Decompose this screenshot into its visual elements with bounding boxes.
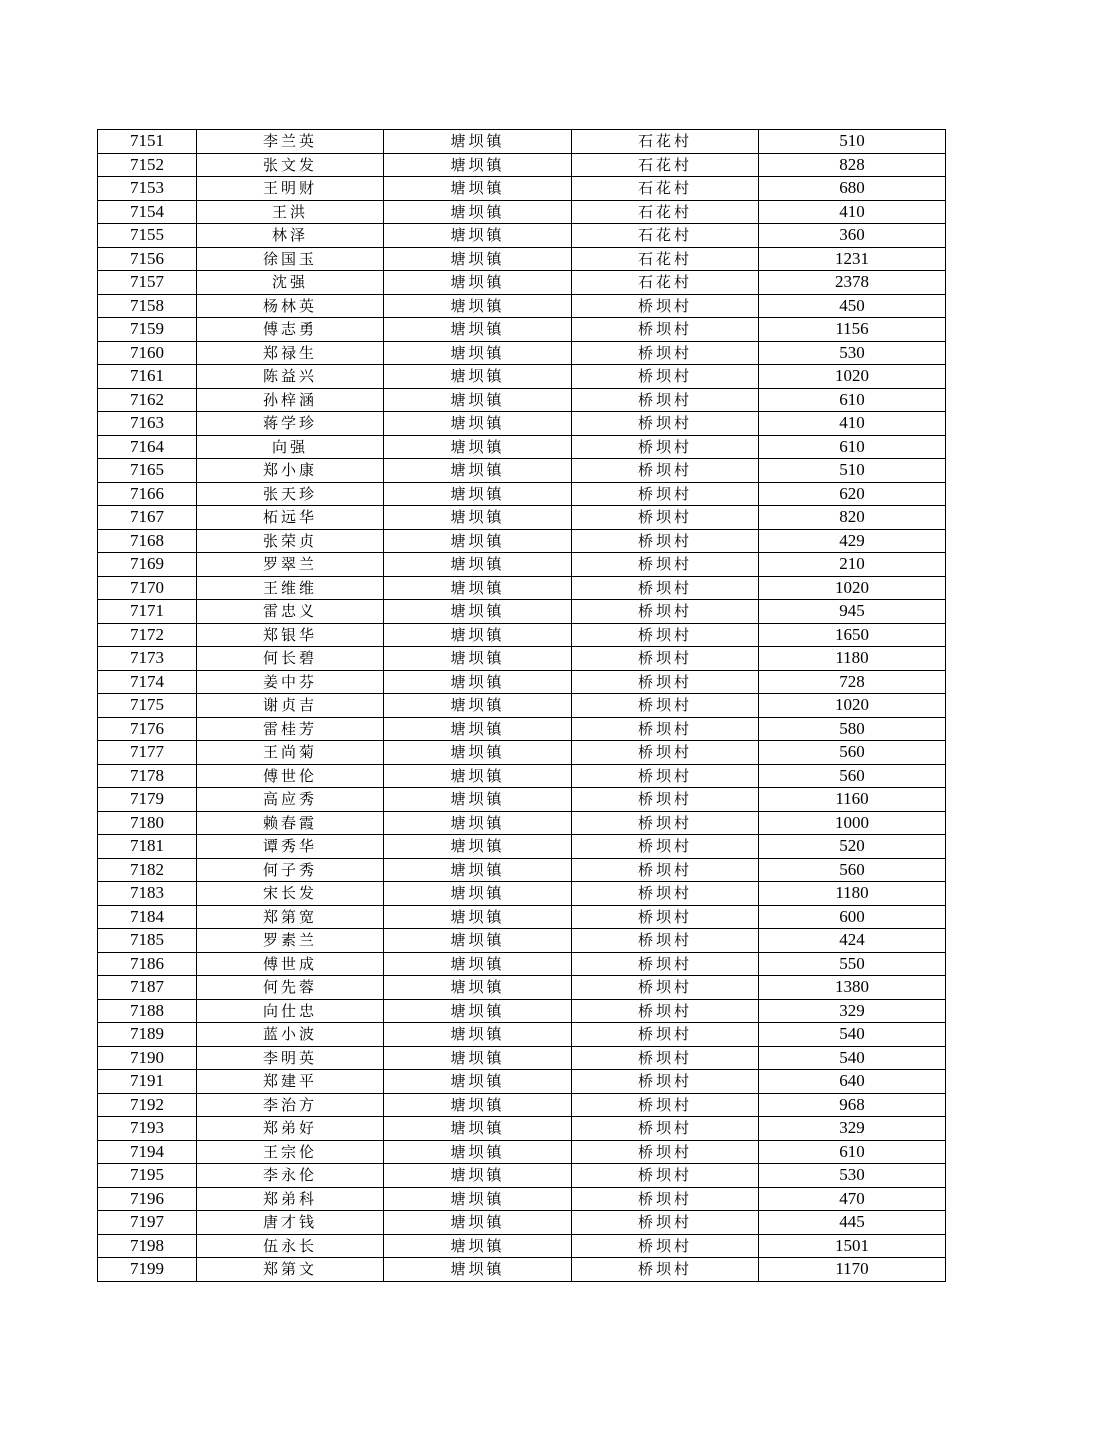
town-cell: 塘坝镇 bbox=[384, 1187, 572, 1211]
table-row bbox=[98, 177, 946, 201]
amount-cell: 329 bbox=[759, 999, 946, 1023]
amount-cell: 1380 bbox=[759, 976, 946, 1000]
town-cell: 塘坝镇 bbox=[384, 247, 572, 271]
row-number-cell: 7176 bbox=[98, 717, 197, 741]
amount-cell: 620 bbox=[759, 482, 946, 506]
town-cell: 塘坝镇 bbox=[384, 764, 572, 788]
row-number-cell: 7191 bbox=[98, 1070, 197, 1094]
row-number-cell: 7170 bbox=[98, 576, 197, 600]
name-cell: 张天珍 bbox=[197, 482, 384, 506]
amount-cell: 968 bbox=[759, 1093, 946, 1117]
row-number-cell: 7175 bbox=[98, 694, 197, 718]
row-number-cell: 7160 bbox=[98, 341, 197, 365]
amount-cell: 1020 bbox=[759, 694, 946, 718]
village-cell: 桥坝村 bbox=[572, 741, 759, 765]
amount-cell: 1156 bbox=[759, 318, 946, 342]
village-cell: 桥坝村 bbox=[572, 1093, 759, 1117]
name-cell: 王洪 bbox=[197, 200, 384, 224]
name-cell: 唐才钱 bbox=[197, 1211, 384, 1235]
table-row bbox=[98, 764, 946, 788]
amount-cell: 550 bbox=[759, 952, 946, 976]
table-row bbox=[98, 694, 946, 718]
table-row bbox=[98, 224, 946, 248]
town-cell: 塘坝镇 bbox=[384, 1093, 572, 1117]
name-cell: 王维维 bbox=[197, 576, 384, 600]
table-row bbox=[98, 788, 946, 812]
town-cell: 塘坝镇 bbox=[384, 153, 572, 177]
row-number-cell: 7173 bbox=[98, 647, 197, 671]
name-cell: 傅志勇 bbox=[197, 318, 384, 342]
village-cell: 桥坝村 bbox=[572, 412, 759, 436]
village-cell: 桥坝村 bbox=[572, 482, 759, 506]
row-number-cell: 7184 bbox=[98, 905, 197, 929]
table-row bbox=[98, 247, 946, 271]
amount-cell: 2378 bbox=[759, 271, 946, 295]
amount-cell: 360 bbox=[759, 224, 946, 248]
row-number-cell: 7153 bbox=[98, 177, 197, 201]
name-cell: 何子秀 bbox=[197, 858, 384, 882]
village-cell: 桥坝村 bbox=[572, 670, 759, 694]
name-cell: 郑银华 bbox=[197, 623, 384, 647]
amount-cell: 1020 bbox=[759, 365, 946, 389]
town-cell: 塘坝镇 bbox=[384, 882, 572, 906]
village-cell: 桥坝村 bbox=[572, 1234, 759, 1258]
town-cell: 塘坝镇 bbox=[384, 858, 572, 882]
village-cell: 桥坝村 bbox=[572, 1187, 759, 1211]
village-cell: 石花村 bbox=[572, 130, 759, 154]
table-row bbox=[98, 1234, 946, 1258]
town-cell: 塘坝镇 bbox=[384, 717, 572, 741]
table-row bbox=[98, 529, 946, 553]
village-cell: 桥坝村 bbox=[572, 529, 759, 553]
row-number-cell: 7158 bbox=[98, 294, 197, 318]
town-cell: 塘坝镇 bbox=[384, 1023, 572, 1047]
village-cell: 石花村 bbox=[572, 153, 759, 177]
row-number-cell: 7194 bbox=[98, 1140, 197, 1164]
data-table bbox=[97, 129, 946, 1282]
table-row bbox=[98, 576, 946, 600]
amount-cell: 1180 bbox=[759, 647, 946, 671]
amount-cell: 329 bbox=[759, 1117, 946, 1141]
amount-cell: 510 bbox=[759, 459, 946, 483]
name-cell: 郑弟好 bbox=[197, 1117, 384, 1141]
table-row bbox=[98, 882, 946, 906]
town-cell: 塘坝镇 bbox=[384, 506, 572, 530]
amount-cell: 640 bbox=[759, 1070, 946, 1094]
name-cell: 李永伦 bbox=[197, 1164, 384, 1188]
table-row bbox=[98, 999, 946, 1023]
row-number-cell: 7154 bbox=[98, 200, 197, 224]
table-row bbox=[98, 1211, 946, 1235]
name-cell: 郑第文 bbox=[197, 1258, 384, 1282]
name-cell: 郑禄生 bbox=[197, 341, 384, 365]
name-cell: 高应秀 bbox=[197, 788, 384, 812]
town-cell: 塘坝镇 bbox=[384, 482, 572, 506]
table-row bbox=[98, 1187, 946, 1211]
village-cell: 石花村 bbox=[572, 200, 759, 224]
table-row bbox=[98, 388, 946, 412]
row-number-cell: 7172 bbox=[98, 623, 197, 647]
town-cell: 塘坝镇 bbox=[384, 952, 572, 976]
amount-cell: 540 bbox=[759, 1046, 946, 1070]
village-cell: 桥坝村 bbox=[572, 1211, 759, 1235]
row-number-cell: 7198 bbox=[98, 1234, 197, 1258]
town-cell: 塘坝镇 bbox=[384, 365, 572, 389]
row-number-cell: 7188 bbox=[98, 999, 197, 1023]
table-row bbox=[98, 1093, 946, 1117]
town-cell: 塘坝镇 bbox=[384, 647, 572, 671]
row-number-cell: 7165 bbox=[98, 459, 197, 483]
name-cell: 王宗伦 bbox=[197, 1140, 384, 1164]
table-row bbox=[98, 412, 946, 436]
amount-cell: 429 bbox=[759, 529, 946, 553]
table-row bbox=[98, 1164, 946, 1188]
town-cell: 塘坝镇 bbox=[384, 1234, 572, 1258]
village-cell: 桥坝村 bbox=[572, 905, 759, 929]
town-cell: 塘坝镇 bbox=[384, 529, 572, 553]
row-number-cell: 7185 bbox=[98, 929, 197, 953]
town-cell: 塘坝镇 bbox=[384, 905, 572, 929]
name-cell: 向强 bbox=[197, 435, 384, 459]
amount-cell: 1231 bbox=[759, 247, 946, 271]
row-number-cell: 7167 bbox=[98, 506, 197, 530]
name-cell: 罗素兰 bbox=[197, 929, 384, 953]
amount-cell: 510 bbox=[759, 130, 946, 154]
row-number-cell: 7180 bbox=[98, 811, 197, 835]
village-cell: 桥坝村 bbox=[572, 976, 759, 1000]
name-cell: 柘远华 bbox=[197, 506, 384, 530]
town-cell: 塘坝镇 bbox=[384, 1046, 572, 1070]
row-number-cell: 7190 bbox=[98, 1046, 197, 1070]
amount-cell: 945 bbox=[759, 600, 946, 624]
town-cell: 塘坝镇 bbox=[384, 1258, 572, 1282]
town-cell: 塘坝镇 bbox=[384, 553, 572, 577]
row-number-cell: 7181 bbox=[98, 835, 197, 859]
name-cell: 林泽 bbox=[197, 224, 384, 248]
village-cell: 桥坝村 bbox=[572, 952, 759, 976]
village-cell: 桥坝村 bbox=[572, 764, 759, 788]
amount-cell: 445 bbox=[759, 1211, 946, 1235]
village-cell: 桥坝村 bbox=[572, 694, 759, 718]
village-cell: 桥坝村 bbox=[572, 999, 759, 1023]
row-number-cell: 7193 bbox=[98, 1117, 197, 1141]
amount-cell: 530 bbox=[759, 341, 946, 365]
table-row bbox=[98, 553, 946, 577]
table-body bbox=[98, 130, 946, 1282]
table-row bbox=[98, 976, 946, 1000]
name-cell: 郑建平 bbox=[197, 1070, 384, 1094]
amount-cell: 540 bbox=[759, 1023, 946, 1047]
row-number-cell: 7151 bbox=[98, 130, 197, 154]
row-number-cell: 7155 bbox=[98, 224, 197, 248]
amount-cell: 580 bbox=[759, 717, 946, 741]
row-number-cell: 7157 bbox=[98, 271, 197, 295]
table-row bbox=[98, 647, 946, 671]
town-cell: 塘坝镇 bbox=[384, 999, 572, 1023]
amount-cell: 410 bbox=[759, 412, 946, 436]
name-cell: 向仕忠 bbox=[197, 999, 384, 1023]
village-cell: 桥坝村 bbox=[572, 294, 759, 318]
name-cell: 谢贞吉 bbox=[197, 694, 384, 718]
village-cell: 桥坝村 bbox=[572, 318, 759, 342]
village-cell: 桥坝村 bbox=[572, 811, 759, 835]
table-row bbox=[98, 741, 946, 765]
amount-cell: 680 bbox=[759, 177, 946, 201]
town-cell: 塘坝镇 bbox=[384, 341, 572, 365]
row-number-cell: 7189 bbox=[98, 1023, 197, 1047]
village-cell: 桥坝村 bbox=[572, 1070, 759, 1094]
row-number-cell: 7178 bbox=[98, 764, 197, 788]
amount-cell: 600 bbox=[759, 905, 946, 929]
name-cell: 姜中芬 bbox=[197, 670, 384, 694]
village-cell: 桥坝村 bbox=[572, 341, 759, 365]
row-number-cell: 7182 bbox=[98, 858, 197, 882]
table-row bbox=[98, 670, 946, 694]
town-cell: 塘坝镇 bbox=[384, 388, 572, 412]
amount-cell: 560 bbox=[759, 858, 946, 882]
town-cell: 塘坝镇 bbox=[384, 788, 572, 812]
amount-cell: 610 bbox=[759, 1140, 946, 1164]
table-row bbox=[98, 717, 946, 741]
amount-cell: 410 bbox=[759, 200, 946, 224]
table-row bbox=[98, 1117, 946, 1141]
town-cell: 塘坝镇 bbox=[384, 435, 572, 459]
town-cell: 塘坝镇 bbox=[384, 271, 572, 295]
village-cell: 石花村 bbox=[572, 271, 759, 295]
town-cell: 塘坝镇 bbox=[384, 600, 572, 624]
village-cell: 桥坝村 bbox=[572, 506, 759, 530]
village-cell: 桥坝村 bbox=[572, 435, 759, 459]
name-cell: 张荣贞 bbox=[197, 529, 384, 553]
town-cell: 塘坝镇 bbox=[384, 177, 572, 201]
amount-cell: 424 bbox=[759, 929, 946, 953]
amount-cell: 1170 bbox=[759, 1258, 946, 1282]
name-cell: 谭秀华 bbox=[197, 835, 384, 859]
row-number-cell: 7166 bbox=[98, 482, 197, 506]
amount-cell: 560 bbox=[759, 741, 946, 765]
village-cell: 石花村 bbox=[572, 247, 759, 271]
data-table-container bbox=[97, 129, 946, 1282]
village-cell: 桥坝村 bbox=[572, 1164, 759, 1188]
table-row bbox=[98, 623, 946, 647]
town-cell: 塘坝镇 bbox=[384, 130, 572, 154]
village-cell: 桥坝村 bbox=[572, 600, 759, 624]
row-number-cell: 7152 bbox=[98, 153, 197, 177]
town-cell: 塘坝镇 bbox=[384, 694, 572, 718]
table-row bbox=[98, 200, 946, 224]
name-cell: 李明英 bbox=[197, 1046, 384, 1070]
name-cell: 伍永长 bbox=[197, 1234, 384, 1258]
amount-cell: 560 bbox=[759, 764, 946, 788]
row-number-cell: 7187 bbox=[98, 976, 197, 1000]
town-cell: 塘坝镇 bbox=[384, 412, 572, 436]
table-row bbox=[98, 153, 946, 177]
town-cell: 塘坝镇 bbox=[384, 1164, 572, 1188]
table-row bbox=[98, 1070, 946, 1094]
name-cell: 傅世伦 bbox=[197, 764, 384, 788]
name-cell: 李兰英 bbox=[197, 130, 384, 154]
table-row bbox=[98, 858, 946, 882]
name-cell: 赖春霞 bbox=[197, 811, 384, 835]
row-number-cell: 7159 bbox=[98, 318, 197, 342]
row-number-cell: 7163 bbox=[98, 412, 197, 436]
table-row bbox=[98, 318, 946, 342]
village-cell: 桥坝村 bbox=[572, 1117, 759, 1141]
row-number-cell: 7164 bbox=[98, 435, 197, 459]
town-cell: 塘坝镇 bbox=[384, 294, 572, 318]
amount-cell: 210 bbox=[759, 553, 946, 577]
table-row bbox=[98, 1140, 946, 1164]
row-number-cell: 7169 bbox=[98, 553, 197, 577]
town-cell: 塘坝镇 bbox=[384, 1211, 572, 1235]
table-row bbox=[98, 905, 946, 929]
village-cell: 桥坝村 bbox=[572, 858, 759, 882]
amount-cell: 828 bbox=[759, 153, 946, 177]
village-cell: 桥坝村 bbox=[572, 459, 759, 483]
amount-cell: 728 bbox=[759, 670, 946, 694]
table-row bbox=[98, 1023, 946, 1047]
name-cell: 郑小康 bbox=[197, 459, 384, 483]
amount-cell: 1501 bbox=[759, 1234, 946, 1258]
village-cell: 桥坝村 bbox=[572, 717, 759, 741]
town-cell: 塘坝镇 bbox=[384, 811, 572, 835]
amount-cell: 1000 bbox=[759, 811, 946, 835]
name-cell: 雷桂芳 bbox=[197, 717, 384, 741]
table-row bbox=[98, 952, 946, 976]
row-number-cell: 7183 bbox=[98, 882, 197, 906]
table-row bbox=[98, 294, 946, 318]
town-cell: 塘坝镇 bbox=[384, 224, 572, 248]
village-cell: 桥坝村 bbox=[572, 788, 759, 812]
name-cell: 雷忠义 bbox=[197, 600, 384, 624]
village-cell: 桥坝村 bbox=[572, 553, 759, 577]
table-row bbox=[98, 600, 946, 624]
town-cell: 塘坝镇 bbox=[384, 318, 572, 342]
row-number-cell: 7195 bbox=[98, 1164, 197, 1188]
town-cell: 塘坝镇 bbox=[384, 741, 572, 765]
town-cell: 塘坝镇 bbox=[384, 623, 572, 647]
amount-cell: 470 bbox=[759, 1187, 946, 1211]
amount-cell: 610 bbox=[759, 435, 946, 459]
town-cell: 塘坝镇 bbox=[384, 670, 572, 694]
amount-cell: 530 bbox=[759, 1164, 946, 1188]
name-cell: 郑弟科 bbox=[197, 1187, 384, 1211]
row-number-cell: 7186 bbox=[98, 952, 197, 976]
village-cell: 桥坝村 bbox=[572, 365, 759, 389]
name-cell: 何先蓉 bbox=[197, 976, 384, 1000]
town-cell: 塘坝镇 bbox=[384, 976, 572, 1000]
amount-cell: 1180 bbox=[759, 882, 946, 906]
village-cell: 桥坝村 bbox=[572, 1046, 759, 1070]
name-cell: 沈强 bbox=[197, 271, 384, 295]
table-row bbox=[98, 271, 946, 295]
town-cell: 塘坝镇 bbox=[384, 1117, 572, 1141]
village-cell: 桥坝村 bbox=[572, 1023, 759, 1047]
name-cell: 徐国玉 bbox=[197, 247, 384, 271]
row-number-cell: 7161 bbox=[98, 365, 197, 389]
village-cell: 桥坝村 bbox=[572, 576, 759, 600]
name-cell: 王尚菊 bbox=[197, 741, 384, 765]
name-cell: 李治方 bbox=[197, 1093, 384, 1117]
village-cell: 桥坝村 bbox=[572, 647, 759, 671]
amount-cell: 1160 bbox=[759, 788, 946, 812]
name-cell: 陈益兴 bbox=[197, 365, 384, 389]
name-cell: 宋长发 bbox=[197, 882, 384, 906]
row-number-cell: 7196 bbox=[98, 1187, 197, 1211]
table-row bbox=[98, 130, 946, 154]
name-cell: 孙梓涵 bbox=[197, 388, 384, 412]
row-number-cell: 7174 bbox=[98, 670, 197, 694]
table-row bbox=[98, 435, 946, 459]
town-cell: 塘坝镇 bbox=[384, 929, 572, 953]
town-cell: 塘坝镇 bbox=[384, 1140, 572, 1164]
amount-cell: 820 bbox=[759, 506, 946, 530]
name-cell: 何长碧 bbox=[197, 647, 384, 671]
table-row bbox=[98, 365, 946, 389]
name-cell: 张文发 bbox=[197, 153, 384, 177]
name-cell: 王明财 bbox=[197, 177, 384, 201]
table-row bbox=[98, 482, 946, 506]
table-row bbox=[98, 811, 946, 835]
table-row bbox=[98, 506, 946, 530]
amount-cell: 1650 bbox=[759, 623, 946, 647]
row-number-cell: 7156 bbox=[98, 247, 197, 271]
village-cell: 桥坝村 bbox=[572, 929, 759, 953]
village-cell: 桥坝村 bbox=[572, 623, 759, 647]
town-cell: 塘坝镇 bbox=[384, 459, 572, 483]
name-cell: 郑第宽 bbox=[197, 905, 384, 929]
village-cell: 桥坝村 bbox=[572, 1258, 759, 1282]
name-cell: 杨林英 bbox=[197, 294, 384, 318]
village-cell: 桥坝村 bbox=[572, 388, 759, 412]
town-cell: 塘坝镇 bbox=[384, 1070, 572, 1094]
row-number-cell: 7171 bbox=[98, 600, 197, 624]
town-cell: 塘坝镇 bbox=[384, 835, 572, 859]
amount-cell: 450 bbox=[759, 294, 946, 318]
table-row bbox=[98, 1046, 946, 1070]
name-cell: 蒋学珍 bbox=[197, 412, 384, 436]
table-row bbox=[98, 341, 946, 365]
row-number-cell: 7162 bbox=[98, 388, 197, 412]
row-number-cell: 7192 bbox=[98, 1093, 197, 1117]
village-cell: 石花村 bbox=[572, 224, 759, 248]
village-cell: 桥坝村 bbox=[572, 1140, 759, 1164]
row-number-cell: 7197 bbox=[98, 1211, 197, 1235]
row-number-cell: 7199 bbox=[98, 1258, 197, 1282]
row-number-cell: 7177 bbox=[98, 741, 197, 765]
name-cell: 蓝小波 bbox=[197, 1023, 384, 1047]
village-cell: 桥坝村 bbox=[572, 835, 759, 859]
name-cell: 罗翠兰 bbox=[197, 553, 384, 577]
amount-cell: 520 bbox=[759, 835, 946, 859]
amount-cell: 1020 bbox=[759, 576, 946, 600]
row-number-cell: 7168 bbox=[98, 529, 197, 553]
row-number-cell: 7179 bbox=[98, 788, 197, 812]
town-cell: 塘坝镇 bbox=[384, 576, 572, 600]
town-cell: 塘坝镇 bbox=[384, 200, 572, 224]
name-cell: 傅世成 bbox=[197, 952, 384, 976]
table-row bbox=[98, 459, 946, 483]
table-row bbox=[98, 835, 946, 859]
table-row bbox=[98, 1258, 946, 1282]
village-cell: 石花村 bbox=[572, 177, 759, 201]
village-cell: 桥坝村 bbox=[572, 882, 759, 906]
amount-cell: 610 bbox=[759, 388, 946, 412]
table-row bbox=[98, 929, 946, 953]
